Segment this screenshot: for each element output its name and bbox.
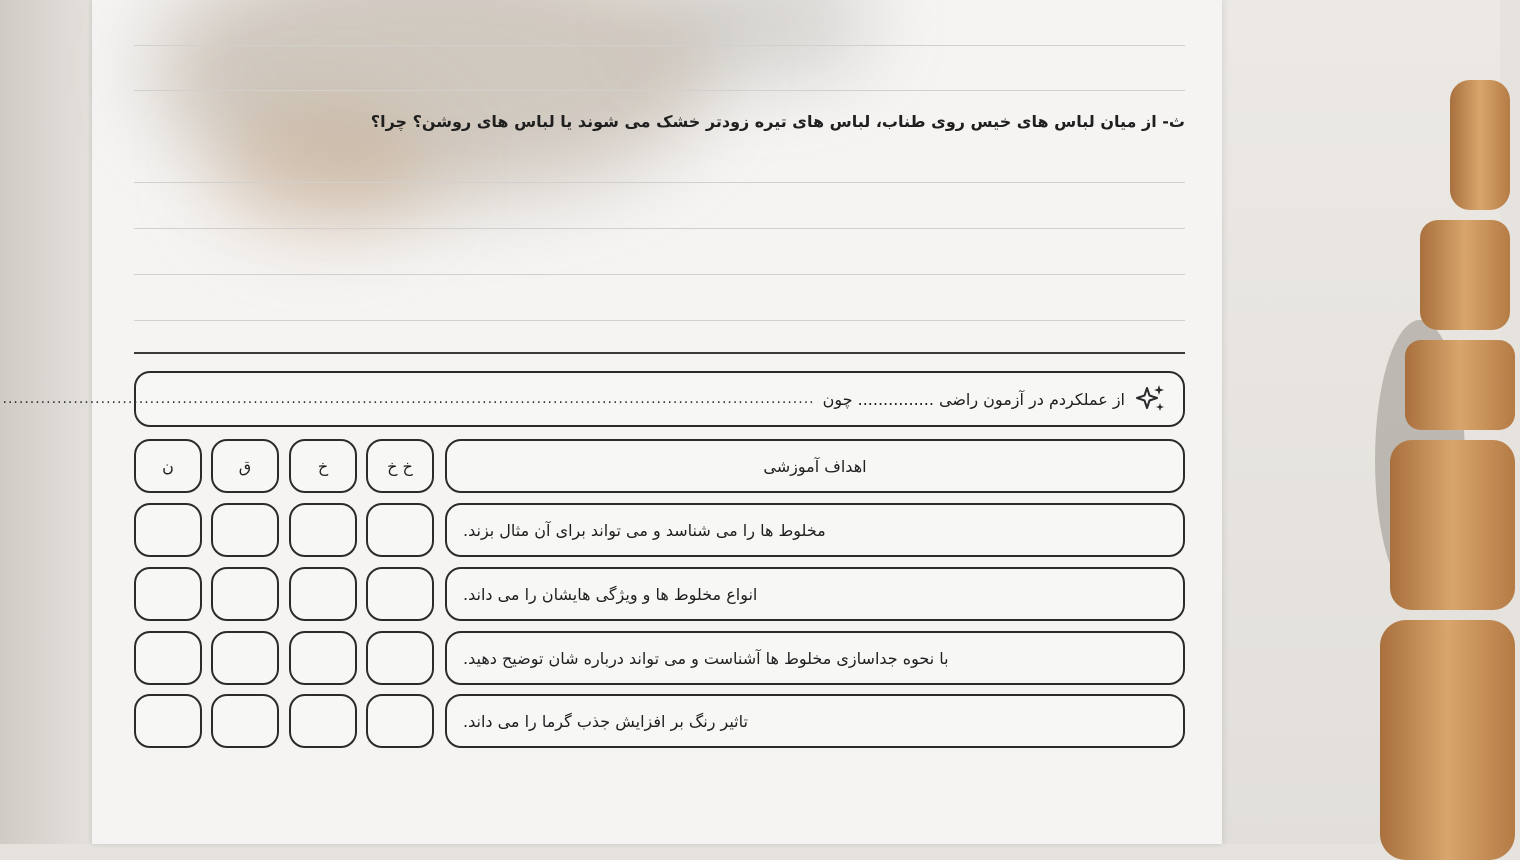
desk-left <box>0 0 92 844</box>
ruled-line <box>134 45 1185 46</box>
grade-cell[interactable] <box>211 567 279 621</box>
objective-text: انواع مخلوط ها و ویژگی هایشان را می داند. <box>463 584 758 604</box>
grade-header-very-good: خ خ <box>366 439 434 493</box>
objective-row <box>445 503 1185 557</box>
objective-text: با نحوه جداسازی مخلوط ها آشناست و می تواند درباره شان توضیح دهید. <box>463 648 949 668</box>
objective-text: تاثیر رنگ بر افزایش جذب گرما را می داند. <box>463 711 748 731</box>
self-assessment-box <box>2 371 1185 427</box>
grade-header-acceptable: ق <box>211 439 279 493</box>
grade-cell[interactable] <box>134 694 202 748</box>
grade-cell[interactable] <box>134 631 202 685</box>
ruled-line <box>134 320 1185 321</box>
grade-cell[interactable] <box>211 631 279 685</box>
grade-cell[interactable] <box>289 503 357 557</box>
objective-text: مخلوط ها را می شناسد و می تواند برای آن مثال بزند. <box>463 520 826 540</box>
grade-cell[interactable] <box>211 694 279 748</box>
wooden-hand-image <box>1380 40 1520 860</box>
grade-cell[interactable] <box>289 631 357 685</box>
ruled-line <box>134 182 1185 183</box>
ruled-line <box>134 90 1185 91</box>
ruled-line <box>134 228 1185 229</box>
objective-row <box>445 694 1185 748</box>
grade-header-good: خ <box>289 439 357 493</box>
grade-cell[interactable] <box>289 694 357 748</box>
grade-cell[interactable] <box>289 567 357 621</box>
grade-header-needs-effort: ن <box>134 439 202 493</box>
grade-cell[interactable] <box>366 631 434 685</box>
objective-row <box>445 567 1185 621</box>
grade-cell[interactable] <box>211 503 279 557</box>
answer-blank[interactable]: ..................................................................................................................................................... <box>2 391 815 407</box>
grade-cell[interactable] <box>134 503 202 557</box>
objectives-header-label: اهداف آموزشی <box>763 456 867 476</box>
grade-cell[interactable] <box>366 567 434 621</box>
worksheet-paper <box>2 0 1222 844</box>
section-divider <box>134 352 1185 354</box>
grade-cell[interactable] <box>366 694 434 748</box>
question-text: ث- از میان لباس های خیس روی طناب، لباس های تیره زودتر خشک می شوند یا لباس های روشن؟ چرا؟ <box>370 112 1185 131</box>
ruled-line <box>134 274 1185 275</box>
objectives-header <box>445 439 1185 493</box>
objective-row <box>445 631 1185 685</box>
grade-cell[interactable] <box>134 567 202 621</box>
grade-cell[interactable] <box>366 503 434 557</box>
self-assessment-text: از عملکردم در آزمون راضی ............... چون <box>822 389 1125 409</box>
sparkle-icon <box>1133 382 1167 416</box>
